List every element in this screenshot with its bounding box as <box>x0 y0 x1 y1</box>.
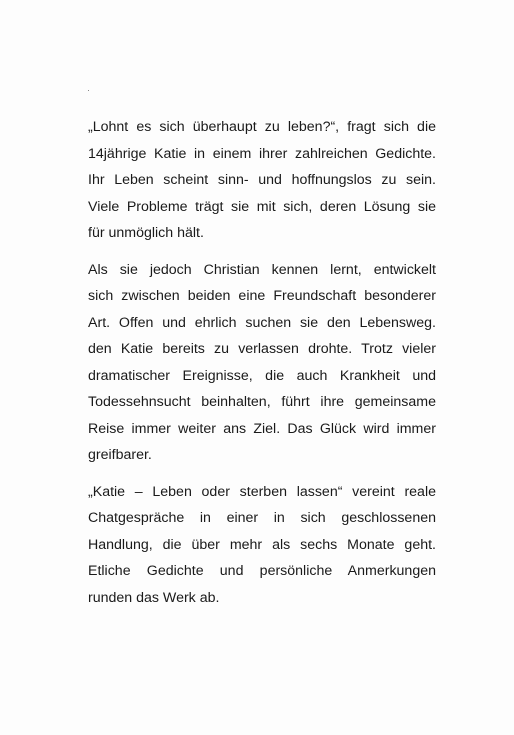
text-line: greifbarer. <box>88 447 152 463</box>
text-line: Als sie jedoch Christian kennen lernt, entwickelt <box>88 261 436 278</box>
text-line: Etliche Gedichte und persönliche Anmerkungen <box>88 563 436 579</box>
paragraph-1 <box>88 114 436 247</box>
text-line: für unmöglich hält. <box>88 225 204 241</box>
scan-speck <box>88 90 89 91</box>
text-line: den Katie bereits zu verlassen drohte. Trotz vieler <box>88 341 436 357</box>
text-line: dramatischer Ereignisse, die auch Krankheit und <box>88 367 436 384</box>
text-line: Ihr Leben scheint sinn- und hoffnungslos zu sein. <box>88 172 436 188</box>
text-line: Chatgespräche in einer in sich geschlossenen <box>88 510 436 526</box>
text-line: „Katie – Leben oder sterben lassen“ vereint reale <box>88 483 436 500</box>
blurb-text <box>88 114 436 611</box>
text-line: Handlung, die über mehr als sechs Monate geht. <box>88 536 436 553</box>
paragraph-3 <box>88 479 436 612</box>
text-line: Todessehnsucht beinhalten, führt ihre gemeinsame <box>88 394 436 410</box>
text-line: Art. Offen und ehrlich suchen sie den Lebensweg. <box>88 314 436 331</box>
text-line: Reise immer weiter ans Ziel. Das Glück wird immer <box>88 420 436 437</box>
text-line: sich zwischen beiden eine Freundschaft besonderer <box>88 288 436 304</box>
text-line: Viele Probleme trägt sie mit sich, deren Lösung sie <box>88 198 436 215</box>
text-line: runden das Werk ab. <box>88 589 220 606</box>
text-line: 14jährige Katie in einem ihrer zahlreichen Gedichte. <box>88 145 436 162</box>
paragraph-2 <box>88 257 436 469</box>
text-line: „Lohnt es sich überhaupt zu leben?“, fragt sich die <box>88 119 436 135</box>
